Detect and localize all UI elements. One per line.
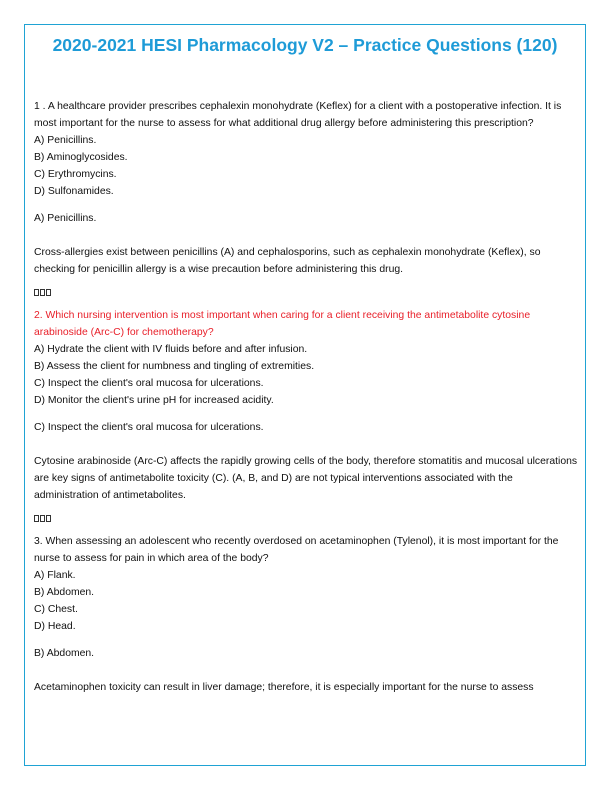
- question-1-option-c: C) Erythromycins.: [34, 169, 117, 180]
- question-2-option-d: D) Monitor the client's urine pH for increased acidity.: [34, 395, 274, 406]
- question-1-rationale: Cross-allergies exist between penicillins (A) and cephalosporins, such as cephalexin monohydrate (Keflex), so checking for penicillin allergy is a wise precaution before administering this drug.: [34, 247, 541, 275]
- question-2-answer: C) Inspect the client's oral mucosa for ulcerations.: [34, 422, 264, 433]
- question-1-option-b: B) Aminoglycosides.: [34, 152, 128, 163]
- question-3-text: 3. When assessing an adolescent who recently overdosed on acetaminophen (Tylenol), it is most important for the nurse to assess for pain in which area of the body?: [34, 536, 559, 564]
- question-3-option-c: C) Chest.: [34, 604, 78, 615]
- document-body: [34, 98, 578, 696]
- question-1-text: 1 . A healthcare provider prescribes cephalexin monohydrate (Keflex) for a client with a postoperative infection. It is most important for the nurse to assess for what additional drug allergy before administering this prescription?: [34, 101, 562, 129]
- question-2-text: 2. Which nursing intervention is most important when caring for a client receiving the antimetabolite cytosine arabinoside (Arc-C) for chemotherapy?: [34, 310, 531, 338]
- question-1-option-a: A) Penicillins.: [34, 135, 97, 146]
- question-1-answer: A) Penicillins.: [34, 213, 97, 224]
- separator-glyphs: [34, 288, 578, 297]
- question-2-rationale: Cytosine arabinoside (Arc-C) affects the rapidly growing cells of the body, therefore stomatitis and mucosal ulcerations are key signs of antimetabolite toxicity (C). (A, B, and D) are not typical interventions associated with the administration of antimetabolites.: [34, 456, 578, 501]
- question-2-option-c: C) Inspect the client's oral mucosa for ulcerations.: [34, 378, 264, 389]
- question-3-rationale: Acetaminophen toxicity can result in liver damage; therefore, it is especially important for the nurse to assess: [34, 682, 534, 693]
- question-3-answer: B) Abdomen.: [34, 648, 95, 659]
- question-2-option-b: B) Assess the client for numbness and tingling of extremities.: [34, 361, 315, 372]
- question-3-option-b: B) Abdomen.: [34, 587, 95, 598]
- question-3-option-d: D) Head.: [34, 621, 76, 632]
- document-title: 2020-2021 HESI Pharmacology V2 – Practice Questions (120): [52, 35, 558, 55]
- question-2-option-a: A) Hydrate the client with IV fluids before and after infusion.: [34, 344, 308, 355]
- separator-glyphs: [34, 514, 578, 523]
- question-3-option-a: A) Flank.: [34, 570, 76, 581]
- question-1-option-d: D) Sulfonamides.: [34, 186, 114, 197]
